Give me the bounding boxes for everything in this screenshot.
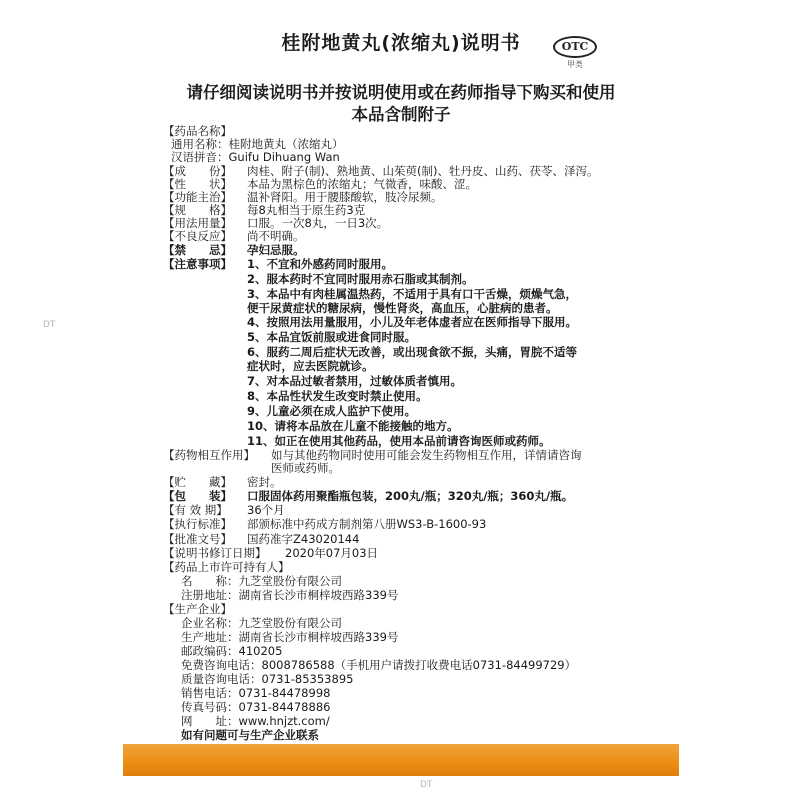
package-row	[163, 489, 573, 504]
standard-value: 部颁标准中药成方制剂第八册WS3-B-1600-93	[247, 517, 487, 532]
package-label: 【包 装】	[163, 489, 232, 504]
character-value: 本品为黑棕色的浓缩丸；气微香，味酸、涩。	[247, 176, 477, 191]
pinyin-name: 汉语拼音：Guifu Dihuang Wan	[171, 150, 340, 165]
holder-name: 名 称：九芝堂股份有限公司	[181, 573, 342, 588]
instruction-leaflet	[123, 16, 679, 776]
interaction-label: 【药物相互作用】	[163, 448, 255, 463]
indications-label: 【功能主治】	[163, 189, 232, 204]
precaution-7: 7、对本品过敏者禁用，过敏体质者慎用。	[247, 374, 462, 389]
revision-row	[163, 546, 378, 561]
precaution-10: 10、请将本品放在儿童不能接触的地方。	[247, 419, 459, 434]
orange-band	[123, 744, 679, 776]
free-phone: 免费咨询电话：8008786588（手机用户请拨打收费电话0731-84499729）	[181, 657, 577, 672]
holder-address: 注册地址：湖南省长沙市桐梓坡西路339号	[181, 587, 399, 602]
precaution-4: 4、按照用法用量服用，小儿及年老体虚者应在医师指导下服用。	[247, 315, 577, 330]
otc-logo-icon: OTC	[553, 36, 597, 58]
spec-label: 【规 格】	[163, 203, 232, 217]
indications-value: 温补肾阳。用于腰膝酸软，肢冷尿频。	[247, 189, 443, 204]
adverse-value: 尚不明确。	[247, 229, 305, 244]
otc-category: 甲类	[567, 60, 583, 69]
character-label: 【性 状】	[163, 176, 232, 191]
dosage-value: 口服。一次8丸，一日3次。	[247, 216, 389, 231]
holder-header: 【药品上市许可持有人】	[163, 559, 290, 574]
storage-value: 密封。	[247, 475, 282, 490]
validity-label: 【有 效 期】	[163, 503, 228, 518]
interaction-value: 如与其他药物同时使用可能会发生药物相互作用，详情请咨询	[271, 448, 582, 463]
precaution-5: 5、本品宜饭前服或进食同时服。	[247, 330, 416, 345]
precaution-3: 3、本品中有肉桂属温热药，不适用于具有口干舌燥，烦燥气急，	[247, 286, 577, 301]
storage-label: 【贮 藏】	[163, 475, 232, 490]
manufacturer-header: 【生产企业】	[163, 601, 232, 616]
precaution-2: 2、服本药时不宜同时服用赤石脂或其制剂。	[247, 271, 474, 286]
precaution-6: 6、服药二周后症状无改善，或出现食欲不振，头痛，胃脘不适等	[247, 345, 577, 360]
common-name: 通用名称：桂附地黄丸（浓缩丸）	[171, 137, 344, 152]
interaction-value-cont: 医师或药师。	[271, 461, 340, 476]
precaution-11: 11、如正在使用其他药品，使用本品前请咨询医师或药师。	[247, 434, 551, 448]
closing-note: 如有问题可与生产企业联系	[181, 728, 319, 743]
sales-phone: 销售电话：0731-84478998	[181, 686, 331, 700]
quality-phone: 质量咨询电话：0731-85353895	[181, 672, 354, 686]
dosage-label: 【用法用量】	[163, 216, 232, 231]
manufacturer-name: 企业名称：九芝堂股份有限公司	[181, 615, 342, 630]
leaflet-title: 桂附地黄丸(浓缩丸)说明书	[281, 32, 521, 54]
revision-value: 2020年07月03日	[285, 545, 379, 560]
watermark: DT	[43, 320, 56, 330]
contraindications-row	[163, 243, 305, 258]
approval-row	[163, 532, 359, 547]
otc-badge	[551, 36, 599, 72]
website: 网 址：www.hnjzt.com/	[181, 714, 330, 729]
validity-row	[163, 503, 285, 518]
revision-label: 【说明书修订日期】	[163, 545, 267, 560]
storage-row	[163, 475, 282, 490]
package-value: 口服固体药用聚酯瓶包装，200丸/瓶；320丸/瓶；360丸/瓶。	[247, 489, 574, 504]
validity-value: 36个月	[247, 503, 285, 518]
approval-label: 【批准文号】	[163, 531, 232, 546]
standard-label: 【执行标准】	[163, 517, 232, 532]
watermark: DT	[420, 780, 433, 790]
precautions-label: 【注意事项】	[163, 256, 232, 271]
postcode: 邮政编码：410205	[181, 643, 283, 658]
adverse-label: 【不良反应】	[163, 229, 232, 244]
approval-value: 国药准字Z43020144	[247, 531, 360, 546]
fax-number: 传真号码：0731-84478886	[181, 700, 331, 715]
ingredients-label: 【成 份】	[163, 163, 232, 178]
contraindications-value: 孕妇忌服。	[247, 242, 305, 257]
precautions-row	[163, 257, 393, 272]
leaflet-warning: 本品含制附子	[351, 105, 451, 124]
drug-name-header: 【药品名称】	[163, 124, 232, 138]
precaution-1: 1、不宜和外感药同时服用。	[247, 256, 394, 271]
spec-value: 每8丸相当于原生药3克	[247, 203, 366, 217]
precaution-6-cont: 症状时，应去医院就诊。	[247, 359, 374, 374]
precaution-8: 8、本品性状发生改变时禁止使用。	[247, 389, 428, 404]
precaution-9: 9、儿童必须在成人监护下使用。	[247, 404, 416, 419]
standard-row	[163, 517, 486, 532]
leaflet-subtitle: 请仔细阅读说明书并按说明使用或在药师指导下购买和使用	[186, 83, 616, 102]
manufacturer-address: 生产地址：湖南省长沙市桐梓坡西路339号	[181, 629, 399, 644]
precaution-3-cont: 便干尿黄症状的糖尿病，慢性肾炎，高血压，心脏病的患者。	[247, 300, 558, 315]
contraindications-label: 【禁 忌】	[163, 242, 232, 257]
interaction-row	[163, 448, 582, 463]
ingredients-value: 肉桂、附子(制)、熟地黄、山茱萸(制)、牡丹皮、山药、茯苓、泽泻。	[247, 163, 599, 178]
